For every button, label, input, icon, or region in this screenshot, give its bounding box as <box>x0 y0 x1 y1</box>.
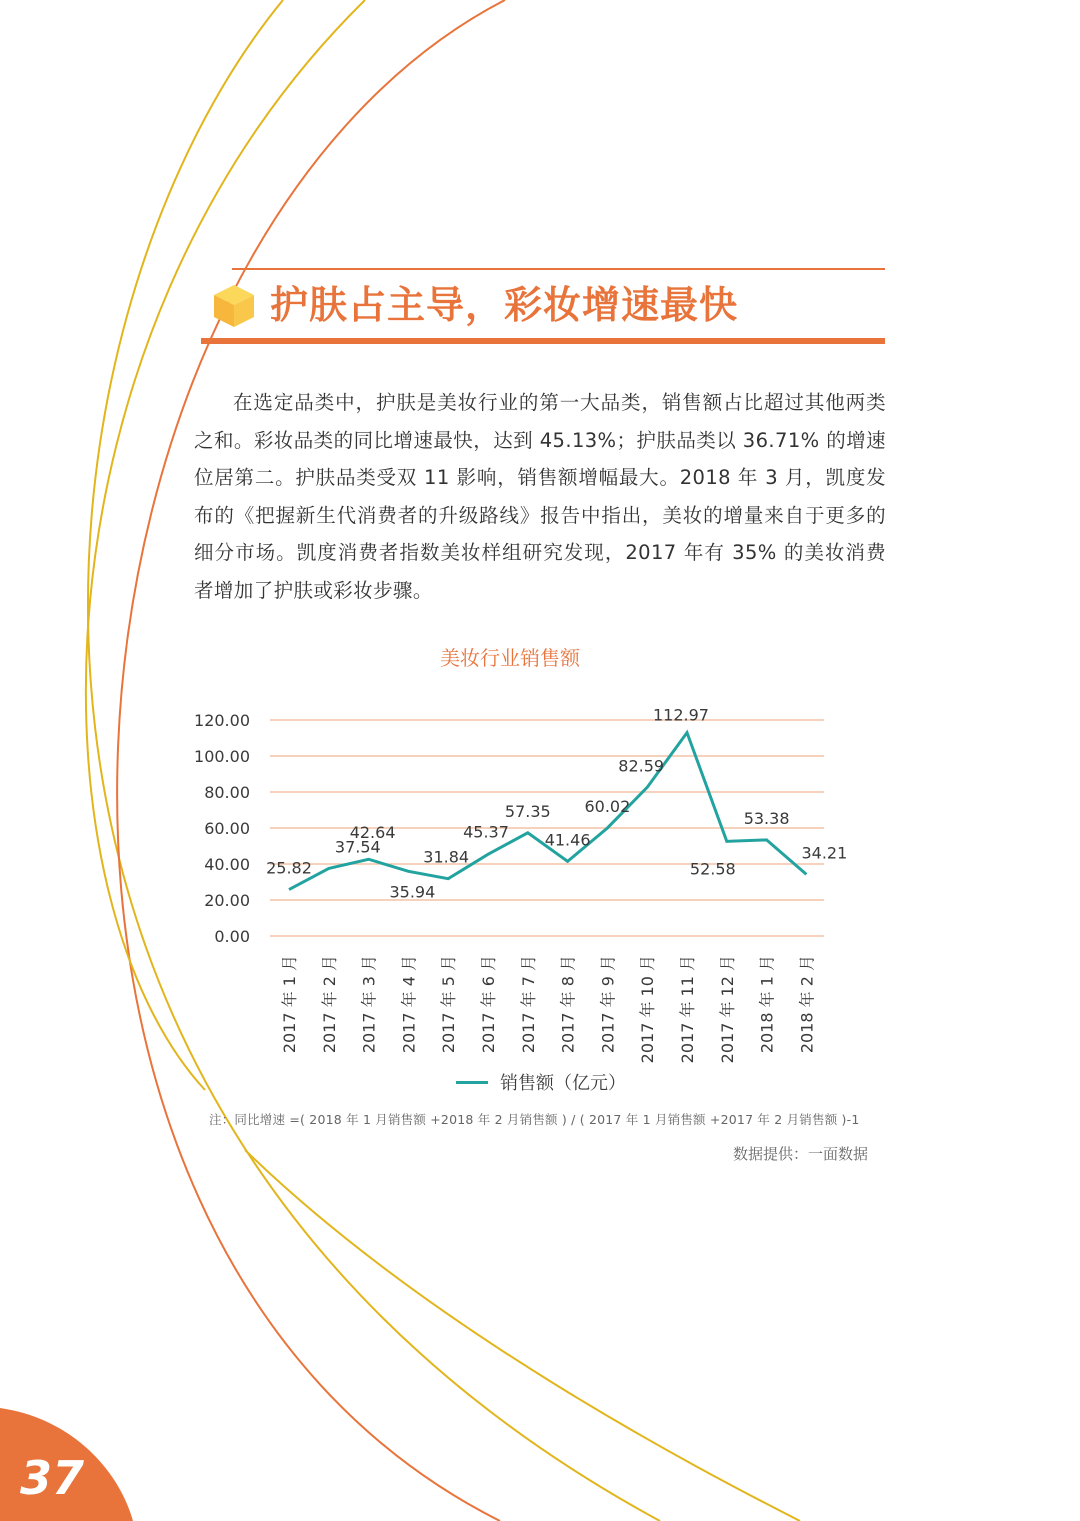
x-tick-label: 2017 年 2 月 <box>319 955 339 1054</box>
x-tick-label: 2017 年 8 月 <box>558 955 578 1054</box>
body-paragraph: 在选定品类中，护肤是美妆行业的第一大品类，销售额占比超过其他两类之和。彩妆品类的同比增速最快，达到 45.13%；护肤品类以 36.71% 的增速位居第二。护肤品类受双 11 影响，销售额增幅最大。2018 年 3 月，凯度发布的《把握新生代消费者的升级路线》报告中指出，美妆的增量来自于更多的细分市场。凯度消费者指数美妆样组研究发现，2017 年有 35% 的美妆消费者增加了护肤或彩妆步骤。 <box>194 391 886 602</box>
data-label: 60.02 <box>584 796 631 816</box>
x-tick-label: 2017 年 12 月 <box>717 955 737 1064</box>
data-label: 82.59 <box>618 756 665 776</box>
y-tick-label: 80.00 <box>204 783 250 802</box>
data-label: 57.35 <box>504 801 551 821</box>
section-heading: 护肤占主导，彩妆增速最快 <box>270 283 739 327</box>
data-labels <box>266 706 847 902</box>
x-tick-label: 2017 年 6 月 <box>479 955 498 1054</box>
y-tick-label: 60.00 <box>204 819 250 838</box>
x-tick-label: 2017 年 11 月 <box>678 955 697 1064</box>
page-number: 37 <box>20 1451 85 1505</box>
x-axis-ticks <box>280 955 816 1063</box>
y-axis-ticks <box>194 711 250 946</box>
data-label: 25.82 <box>266 858 312 878</box>
y-tick-label: 20.00 <box>204 891 250 910</box>
data-label: 31.84 <box>423 847 470 867</box>
chart-note: 注：同比增速 =( 2018 年 1 月销售额 +2018 年 2 月销售额 ) / ( 2017 年 1 月销售额 +2017 年 2 月销售额 )-1 <box>209 1112 860 1127</box>
chart-title: 美妆行业销售额 <box>440 646 580 670</box>
data-label: 41.46 <box>544 830 591 850</box>
data-label: 53.38 <box>743 808 790 828</box>
x-tick-label: 2018 年 2 月 <box>797 955 817 1054</box>
x-tick-label: 2017 年 3 月 <box>359 955 379 1054</box>
data-label: 35.94 <box>389 882 436 902</box>
x-tick-label: 2017 年 4 月 <box>399 955 419 1054</box>
x-tick-label: 2017 年 5 月 <box>439 955 459 1054</box>
legend-swatch <box>456 1081 488 1084</box>
x-tick-label: 2017 年 9 月 <box>598 955 618 1054</box>
x-tick-label: 2017 年 1 月 <box>280 955 299 1054</box>
data-label: 52.58 <box>689 859 736 879</box>
data-label: 45.37 <box>463 822 509 842</box>
data-label: 34.21 <box>801 843 848 863</box>
data-label: 42.64 <box>349 823 396 843</box>
x-tick-label: 2017 年 10 月 <box>638 955 658 1064</box>
x-tick-label: 2018 年 1 月 <box>757 955 777 1054</box>
y-tick-label: 120.00 <box>194 711 250 730</box>
chart-legend <box>456 1068 626 1096</box>
y-tick-label: 40.00 <box>204 855 250 874</box>
x-tick-label: 2017 年 7 月 <box>518 955 538 1054</box>
data-source: 数据提供：一面数据 <box>732 1145 868 1163</box>
legend-label: 销售额（亿元） <box>500 1073 626 1094</box>
data-label: 112.97 <box>653 705 709 725</box>
y-tick-label: 100.00 <box>194 747 250 766</box>
data-label: 37.54 <box>334 837 381 857</box>
y-tick-label: 0.00 <box>214 927 250 946</box>
